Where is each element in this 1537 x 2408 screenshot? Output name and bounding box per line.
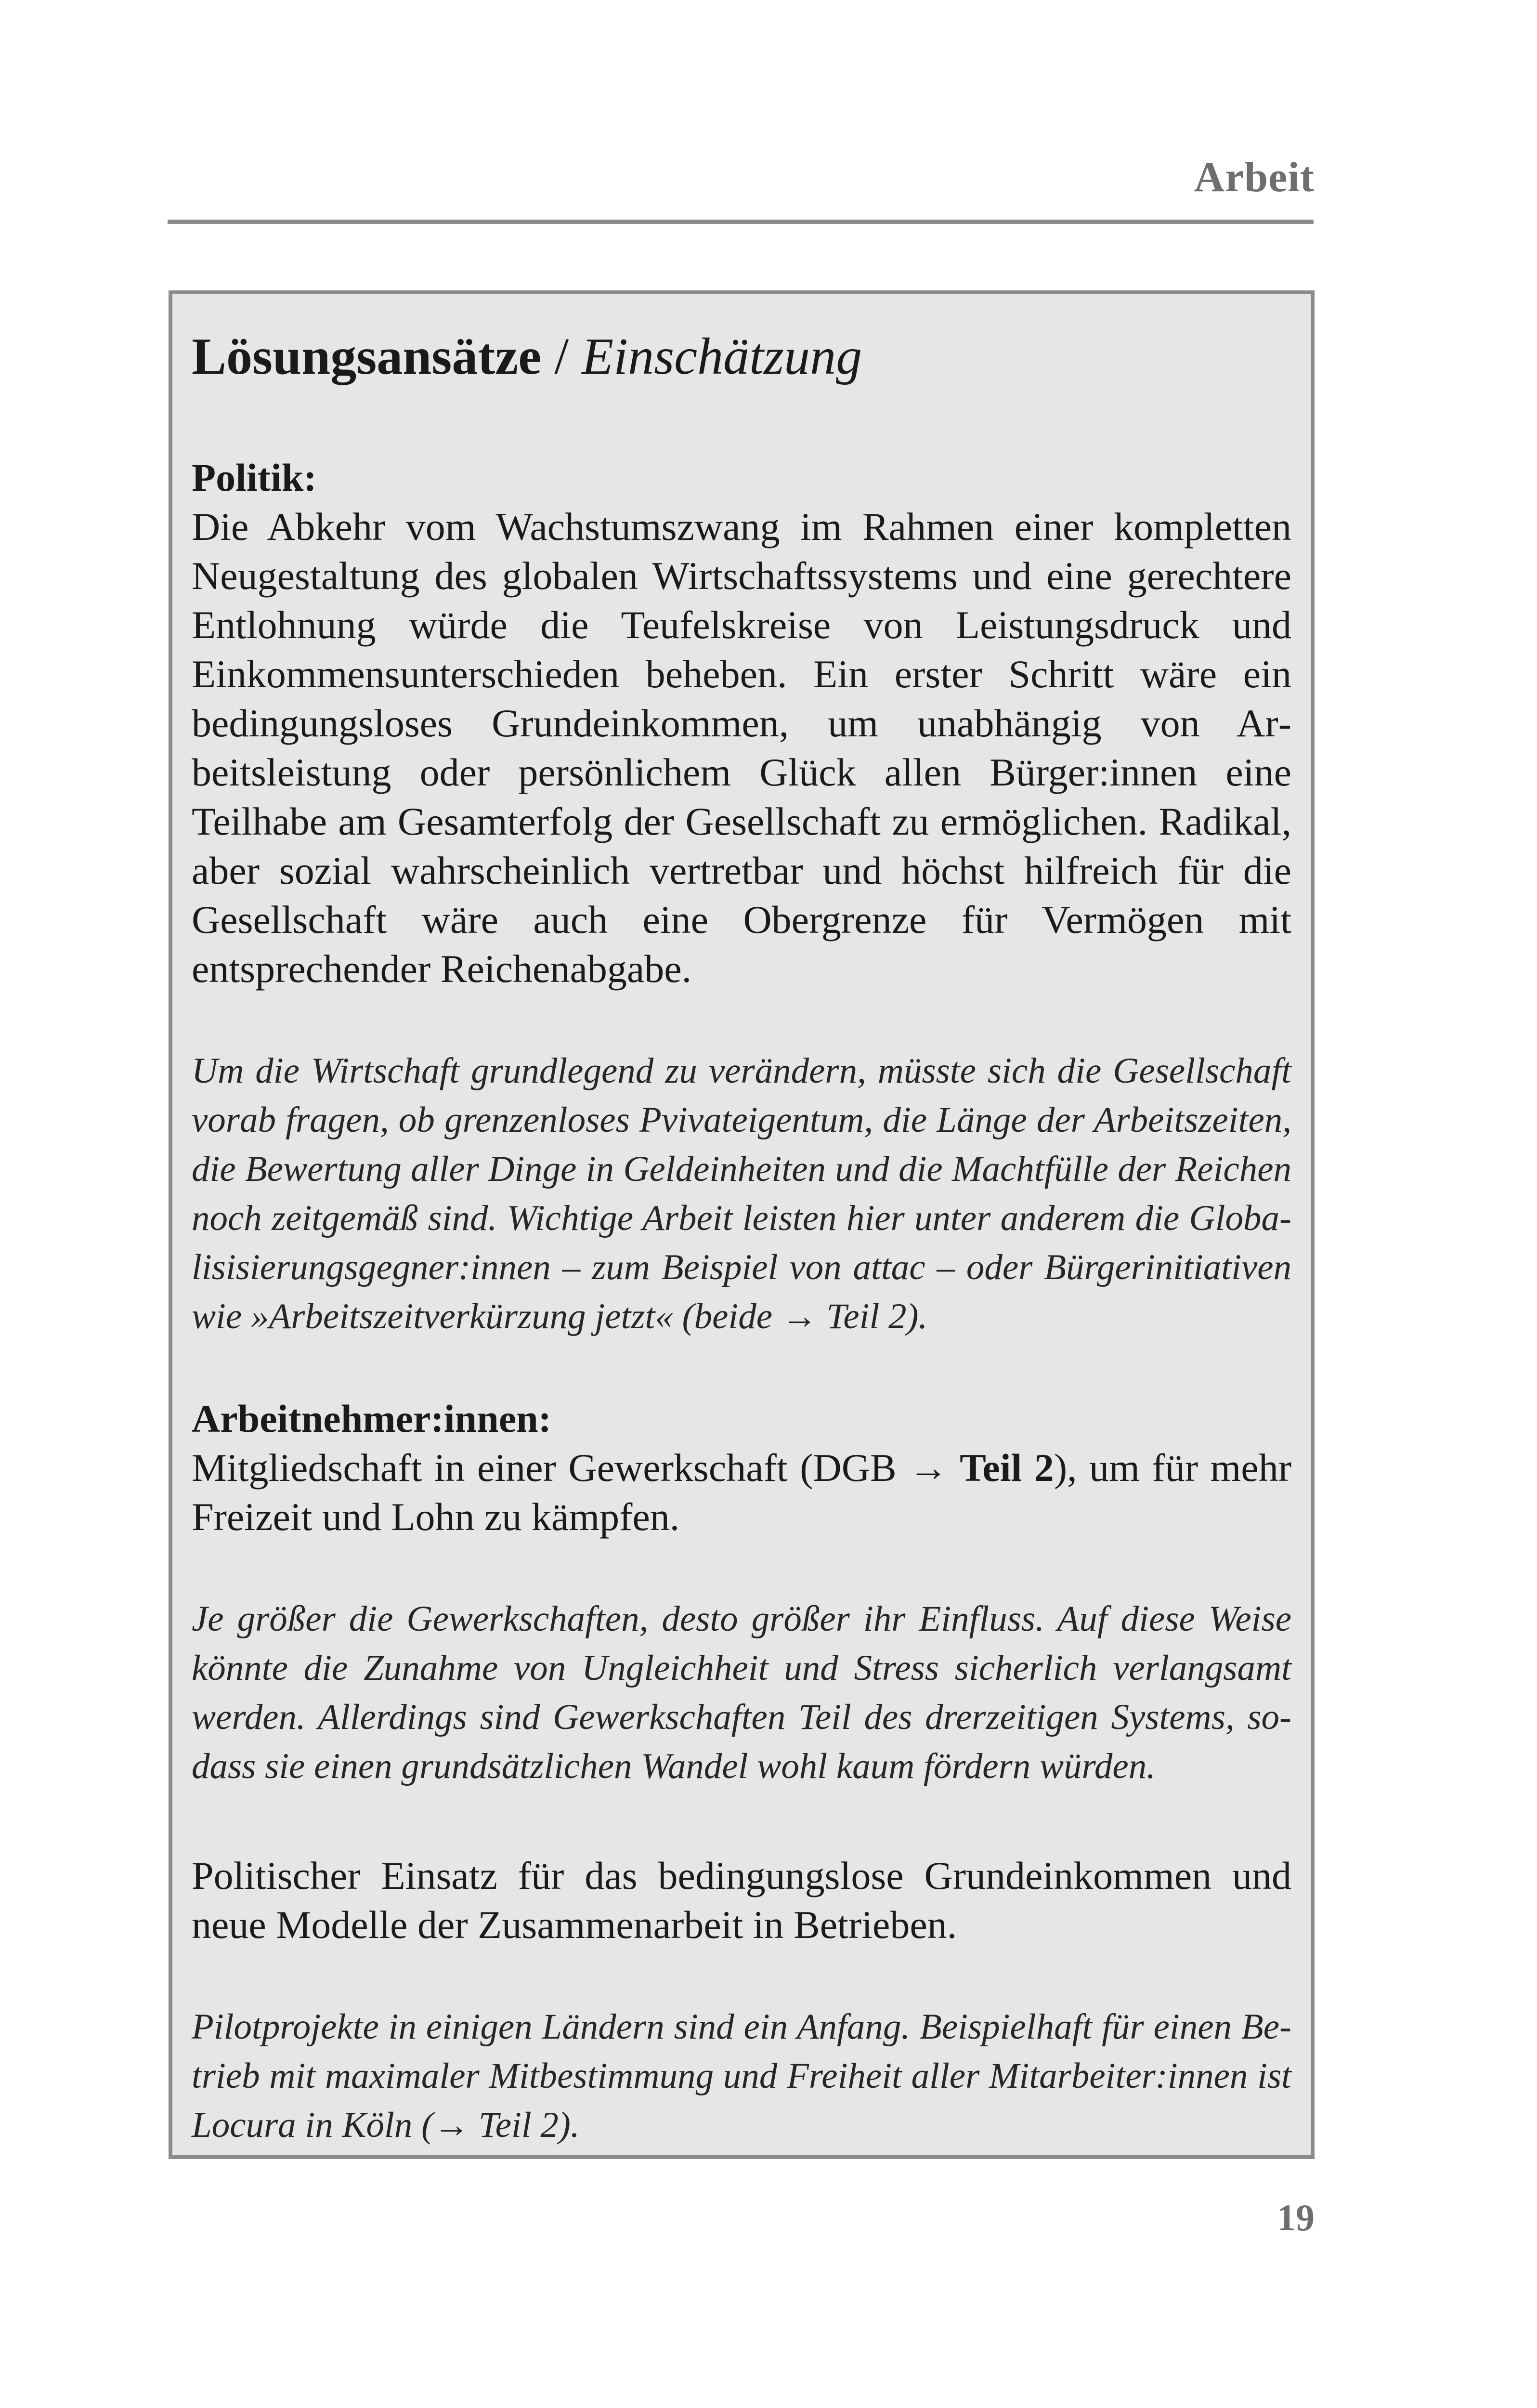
union-text-end: ), um für mehr Freizeit und Lohn zu kämpfen. <box>192 1446 1291 1539</box>
politik-assessment-note <box>192 1047 1291 1341</box>
politik-paragraph: Die Abkehr vom Wachstumszwang im Rahmen einer kompletten Neugestaltung des globalen Wirtschaftssystems und eine gerechtere Entlohnung würde die Teufelskreise von Leistungsdruck und Einkommensunterschieden beheben. Ein erster Schritt wäre ein bedingungsloses Grundeinkommen, um unabhängig von Arbeitsleistung oder persönlichem Glück allen Bürger:innen eine Teilhabe am Gesamterfolg der Gesellschaft zu ermöglichen. Radikal, aber sozial wahrscheinlich vertretbar und höchst hilfreich für die Gesellschaft wäre auch eine Obergrenze für Vermögen mit entsprechender Reichenabgabe. <box>192 505 1291 991</box>
box-title <box>192 321 1291 393</box>
box-title-separator: / <box>541 328 582 385</box>
page-number: 19 <box>1277 2197 1315 2238</box>
politik-note-text: Um die Wirtschaft grundlegend zu verändern, müsste sich die Gesellschaft vorab fragen, ob grenzenloses Pvivateigentum, die Länge der Arbeitszeiten, die Bewertung aller Dinge in Geldeinheiten und die Machtfülle der Reichen noch zeitgemäß sind. Wichtige Arbeit leisten hier unter anderem die Globalisisierungsgegner:innen – zum Beispiel von attac – oder Bürgerinitiativen wie »Arbeitszeitverkürzung jetzt« (beide <box>192 1051 1291 1336</box>
pilot-assessment-note <box>192 2002 1291 2150</box>
box-title-subtitle: Einschätzung <box>582 328 862 385</box>
solution-box <box>169 290 1315 2159</box>
section-heading-arbeitnehmer: Arbeitnehmer:innen: <box>192 1397 552 1440</box>
running-head: Arbeit <box>1194 154 1315 201</box>
arbeitnehmer-paragraph-union <box>192 1443 1291 1542</box>
pilot-note-reference: Teil 2). <box>469 2105 580 2145</box>
pilot-note-text: Pilotprojekte in einigen Ländern sind ein Anfang. Beispielhaft für einen Betrieb mit maximaler Mitbestimmung und Freiheit aller Mitarbeiter:innen ist Locura in Köln ( <box>192 2007 1291 2145</box>
politik-note-reference: Teil 2). <box>817 1296 928 1336</box>
union-assessment-note: Je größer die Gewerkschaften, desto größer ihr Einfluss. Auf diese Weise könnte die Zunahme von Ungleichheit und Stress sicherlich verlangsamt werden. Allerdings sind Gewerkschaften Teil des drerzeitigen Systems, sodass sie einen grundsätzlichen Wandel wohl kaum fördern würden. <box>192 1599 1291 1786</box>
union-text: Mitgliedschaft in einer Gewerkschaft (DGB <box>192 1446 909 1490</box>
arrow-right-icon: → <box>909 1446 949 1490</box>
header-rule <box>168 220 1314 224</box>
arrow-right-icon: → <box>433 2105 470 2145</box>
arrow-right-icon: → <box>781 1296 818 1336</box>
section-heading-politik: Politik: <box>192 456 317 499</box>
union-reference: Teil 2 <box>948 1446 1054 1490</box>
box-title-main: Lösungsansätze <box>192 328 542 385</box>
arbeitnehmer-paragraph-political: Politischer Einsatz für das bedingungslose Grundeinkommen und neue Modelle der Zusammenarbeit in Betrieben. <box>192 1854 1291 1947</box>
